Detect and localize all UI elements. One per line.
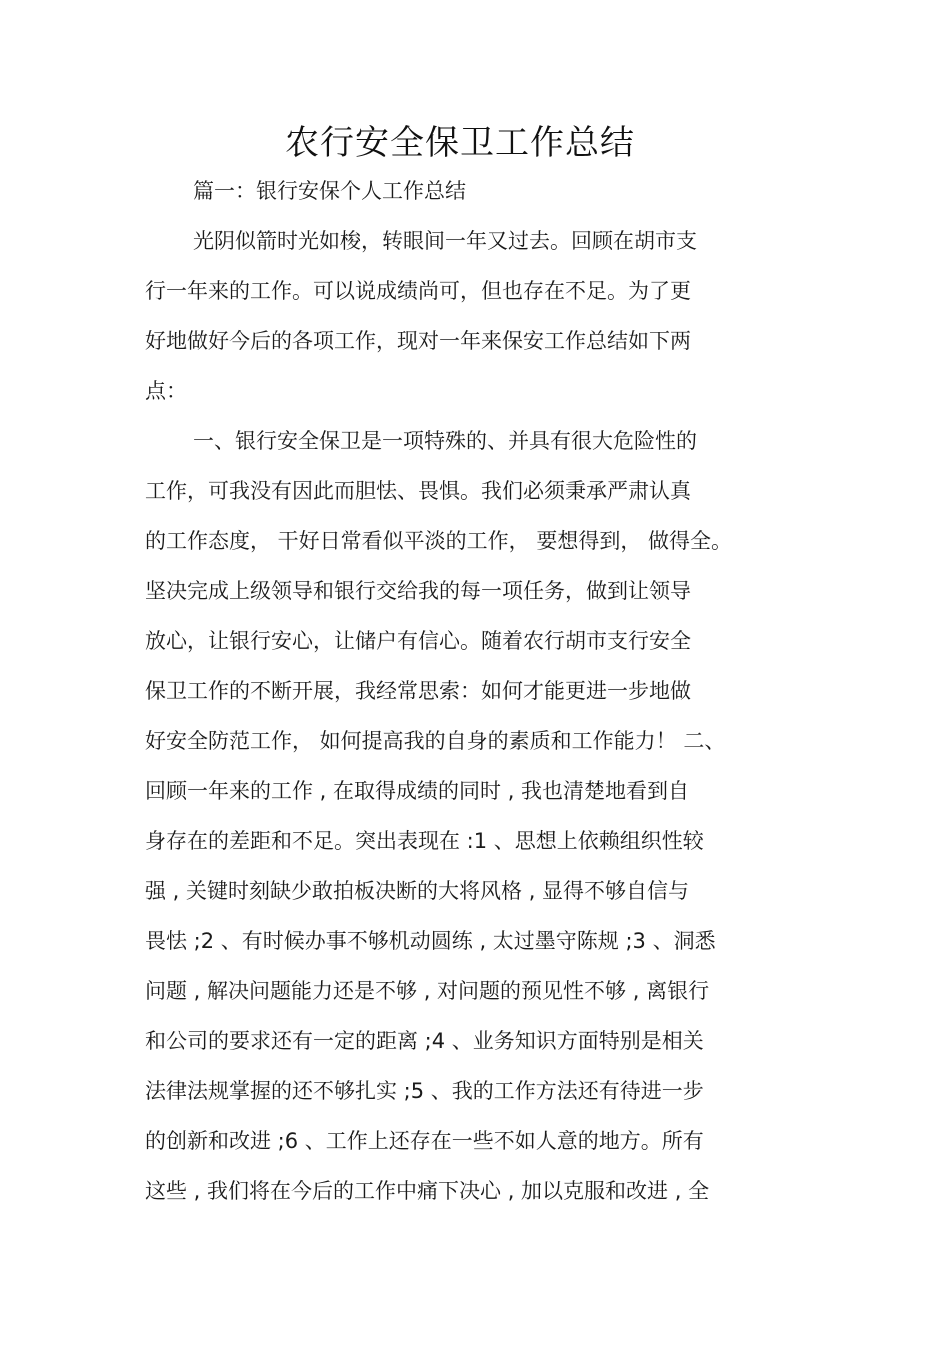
paragraph-line: 这些 , 我们将在今后的工作中痛下决心 , 加以克服和改进 , 全 (145, 1179, 710, 1203)
paragraph-line: 的创新和改进 ;6 、工作上还存在一些不如人意的地方。所有 (145, 1129, 704, 1153)
paragraph-line: 法律法规掌握的还不够扎实 ;5 、我的工作方法还有待进一步 (145, 1079, 704, 1103)
document-title: 农行安全保卫工作总结 (285, 123, 635, 163)
paragraph-line: 保卫工作的不断开展，我经常思索：如何才能更进一步地做 (145, 679, 691, 703)
paragraph-line: 光阴似箭时光如梭，转眼间一年又过去。回顾在胡市支 (193, 229, 697, 253)
paragraph-line: 好地做好今后的各项工作，现对一年来保安工作总结如下两 (145, 329, 691, 353)
paragraph-line: 回顾一年来的工作 , 在取得成绩的同时 , 我也清楚地看到自 (145, 779, 690, 803)
paragraph-line: 放心，让银行安心，让储户有信心。随着农行胡市支行安全 (145, 629, 691, 653)
paragraph-line: 身存在的差距和不足。突出表现在 :1 、思想上依赖组织性较 (145, 829, 704, 853)
paragraph-line: 畏怯 ;2 、有时候办事不够机动圆练 , 太过墨守陈规 ;3 、洞悉 (145, 929, 716, 953)
paragraph-line: 和公司的要求还有一定的距离 ;4 、业务知识方面特别是相关 (145, 1029, 704, 1053)
paragraph-line: 强 , 关键时刻缺少敢拍板决断的大将风格 , 显得不够自信与 (145, 879, 690, 903)
paragraph-line: 的工作态度， 干好日常看似平淡的工作， 要想得到， 做得全。 (145, 529, 733, 553)
paragraph-line: 工作，可我没有因此而胆怯、畏惧。我们必须秉承严肃认真 (145, 479, 691, 503)
paragraph-line: 一、银行安全保卫是一项特殊的、并具有很大危险性的 (193, 429, 697, 453)
subtitle-line: 篇一：银行安保个人工作总结 (193, 179, 466, 203)
paragraph-line: 好安全防范工作， 如何提高我的自身的素质和工作能力！ 二、 (145, 729, 726, 753)
paragraph-line: 点： (145, 379, 187, 403)
paragraph-line: 行一年来的工作。可以说成绩尚可，但也存在不足。为了更 (145, 279, 691, 303)
paragraph-line: 坚决完成上级领导和银行交给我的每一项任务，做到让领导 (145, 579, 691, 603)
paragraph-line: 问题 , 解决问题能力还是不够 , 对问题的预见性不够 , 离银行 (145, 979, 710, 1003)
